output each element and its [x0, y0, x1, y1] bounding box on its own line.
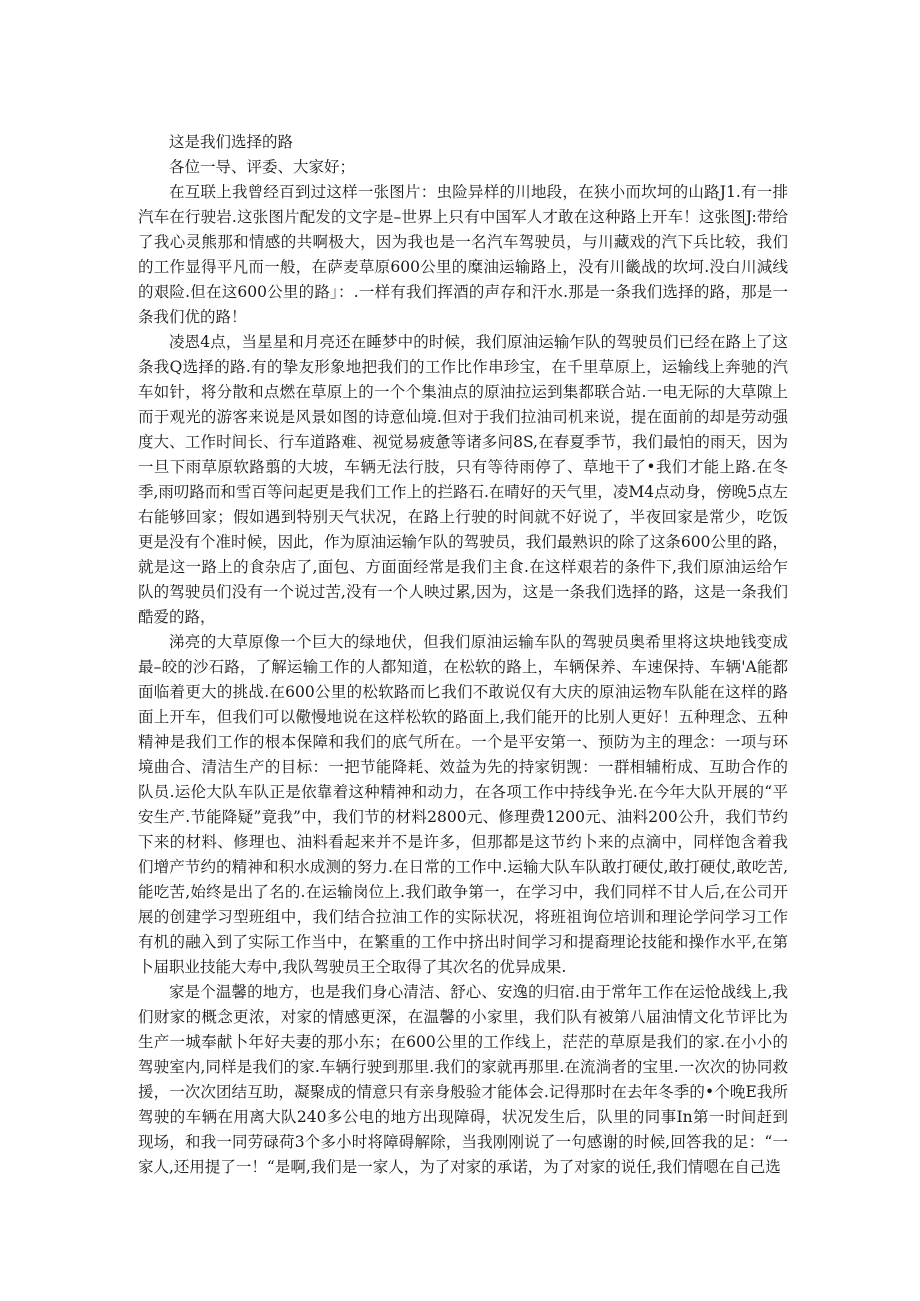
document-body	[138, 130, 788, 1180]
paragraph-3: 涕亮的大草原像一个巨大的绿地伏，但我们原油运输车队的驾驶员奥希里将这块地钱变成最–皎的沙石路，了解运输工作的人都知道，在松软的路上，车辆保养、车速保持、车辆'A能都面临着更大的挑战.在600公里的松软路而匕我们不敢说仅有大庆的原油运物车队能在这样的路面上开车，但我们可以儆慢地说在这样松软的路面上,我们能开的比别人更好！五种理念、五种精神是我们工作的根本保障和我们的底气所在。一个是平安第一、预防为主的理念：一项与环境曲合、清洁生产的目标：一把节能降耗、效益为先的持家钥觊：一群相辅桁成、互助合作的队员.运伦大队车队正是依靠着这种精神和动力，在各项工作中持线争光.在今年大队开展的“平安生产.节能降疑”竟我”中，我们节的材料2800元、修理费1200元、油料200公升，我们节约下来的材料、修理也、油料看起来并不是许多，但那都是这节约卜来的点滴中，同样饱含着我们增产节约的精神和积水成测的努力.在日常的工作中.运输大队车队敢打硬仗,敢打硬仗,敢吃苦,能吃苦,始终是出了名的.在运输岗位上.我们敢争第一，在学习中，我们同样不甘人后,在公司开展的创建学习型班组中，我们结合拉油工作的实际状况，将班祖询位培训和理论学问学习工作有机的融入到了实际工作当中，在繁重的工作中挤出时间学习和提裔理论技能和操作水平,在第卜届职业技能大寿中,我队驾驶员王仝取得了其次名的优异成果.	[138, 633, 788, 976]
paragraph-4: 家是个温馨的地方，也是我们身心清洁、舒心、安逸的归宿.由于常年工作在运怆战线上,我们财家的概念更浓，对家的情感更深，在温馨的小家里，我们队有被第八届油情文化节评比为生产一城奉献卜年好夫妻的那小东；在600公里的工作线上，茫茫的草原是我们的家.在小小的驾驶室内,同样是我们的家.车辆行驶到那里.我们的家就再那里.在流淌者的宝里.一次次的协同救援，一次次团结互助，凝聚成的情意只有亲身般验才能体会.记得那时在去年冬季的•个晚E我所驾驶的车辆在用离大队240多公电的地方出现障碍，状况发生后，队里的同事In第一时间赶到现场，和我一同劳碌荷3个多小时将障碍解除，当我刚刚说了一句感谢的时候,回答我的足：“一家人,还用提了一！“是啊,我们是一家人，为了对家的承诺，为了对家的说任,我们情嗯在自己选	[138, 983, 788, 1176]
document-title: 这是我们选择的路	[169, 133, 294, 151]
greeting: 各位一导、评委、大家好；	[169, 158, 356, 176]
paragraph-2: 凌恩4点，当星星和月亮还在睡梦中的时候，我们原油运输乍队的驾驶员们已经在路上了这条我Q选择的路.有的挚友形象地把我们的工作比作串珍宝，在千里草原上，运输线上奔驰的汽车如针，将分散和点燃在草原上的一个个集油点的原油拉运到集都联合站.一电无际的大草隙上而于观光的游客来说是风景如图的诗意仙境.但对于我们拉油司机来说，提在面前的却是劳动强度大、工作时间长、行车道路难、视觉易疲惫等诸多问8S,在春夏季节，我们最怕的雨天，因为一旦下雨草原软路翦的大坡，车辆无法行肢，只有等待雨停了、草地干了•我们才能上路.在冬季,雨叨路而和雪百等问起更是我们工作上的拦路石.在晴好的天气里，凌M4点动身，傍晚5点左右能够回家；假如遇到特别天气状况，在路上行驶的时间就不好说了，半夜回家是常少，吃饭更是没有个准时候，因此，作为原油运输乍队的驾驶员，我们最熟识的除了这条600公里的路，就是这一路上的食杂店了,面包、方面面经常是我们主食.在这样艰若的条件下,我们原油运给乍队的驾驶员们没有一个说过苦,没有一个人映过累,因为，这是一条我们选择的路，这是一条我们酷爱的路，	[138, 333, 788, 626]
paragraph-1: 在互联上我曾经百到过这样一张图片：虫险异样的川地段，在狭小而坎坷的山路J1.有一排汽车在行驶岩.这张图片配发的文字是–世界上只有中国军人才敢在这种路上开车！这张图J:带给了我心灵熊那和情感的共啊极大，因为我也是一名汽车驾驶员，与川藏戏的汽下兵比较，我们的工作显得平凡而一般，在萨麦草原600公里的糜油运输路上，没有川畿战的坎坷.没白川減线的艰险.但在这600公里的路」：.一样有我们挥酒的声存和汗水.那是一条我们选择的路，那是一条我们优的路！	[138, 183, 788, 326]
